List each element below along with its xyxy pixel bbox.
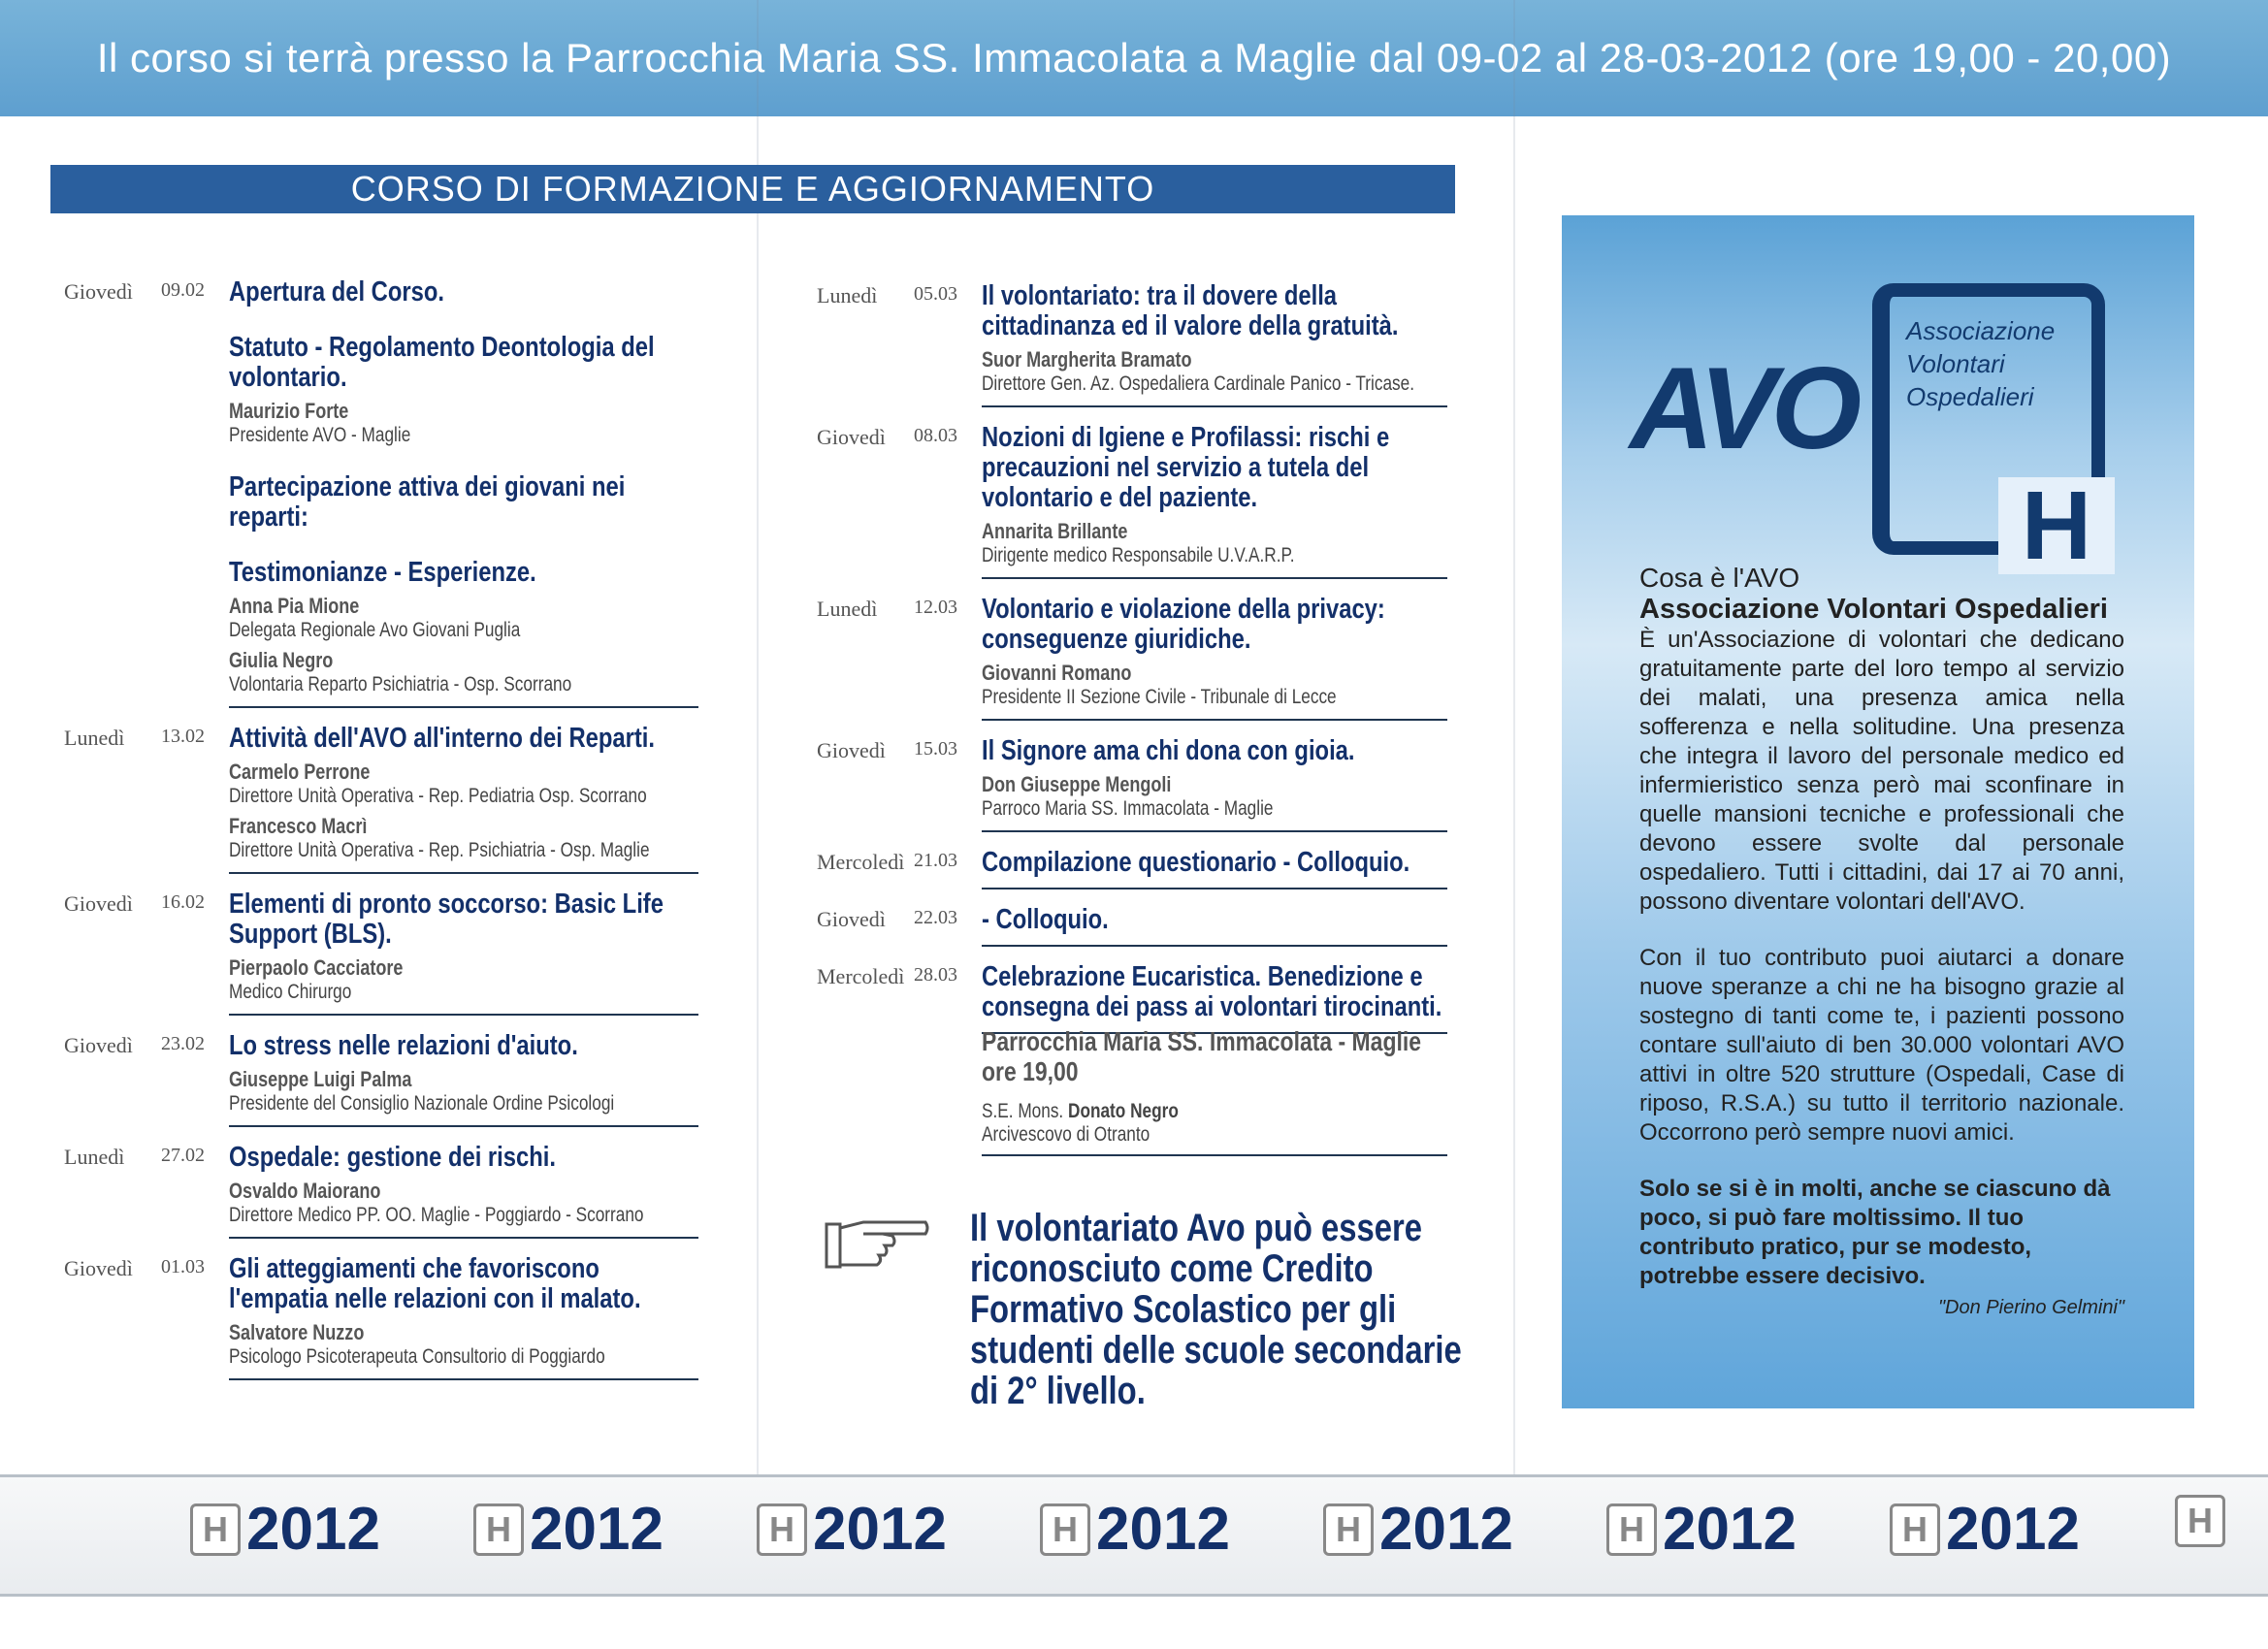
- celebrant-prefix: S.E. Mons.: [982, 1100, 1064, 1122]
- top-banner: [0, 0, 2268, 116]
- section-title-bar: [50, 165, 1455, 213]
- speaker-name: Suor Margherita Bramato: [982, 347, 1192, 372]
- footer-year-item: [1040, 1495, 1230, 1564]
- speaker-role: Dirigente medico Responsabile U.V.A.R.P.: [982, 544, 1295, 566]
- entry-date: 12.03: [914, 597, 957, 618]
- panel-paragraph: È un'Associazione di volontari che dedicano gratuitamente parte del loro tempo al servizio dei malati, una presenza amica nella sofferenza e nella solitudine. Una presenza che integra il lavoro del personale medico ed infermieristico senza però mai sconfinare in quelle mansioni tecniche e professionali che devono essere svolte dal personale ospedaliero. Tutti i cittadini, dai 17 ai 70 anni, possono diventare volontari dell'AVO.: [1639, 627, 2124, 915]
- speaker-name: Giuseppe Luigi Palma: [229, 1067, 412, 1091]
- entry-date: 13.02: [161, 726, 205, 747]
- footer-strip: [0, 1474, 2268, 1597]
- entry-topic: - Colloquio.: [982, 904, 1109, 935]
- entry-day: Lunedì: [817, 597, 878, 621]
- speaker-role: Presidente del Consiglio Nazionale Ordine Psicologi: [229, 1092, 615, 1115]
- logo-avo-text: AVO: [1630, 343, 1857, 473]
- entry-date: 21.03: [914, 850, 957, 871]
- schedule-entry: [64, 1030, 698, 1127]
- schedule-entry: [817, 847, 1447, 889]
- footer-year: 2012: [246, 1496, 380, 1563]
- hospital-h-icon: H: [473, 1504, 524, 1556]
- entry-topic: Il Signore ama chi dona con gioia.: [982, 735, 1355, 766]
- pointing-hand-icon: [825, 1211, 931, 1277]
- hospital-h-icon: H: [1323, 1504, 1374, 1556]
- entry-day: Giovedì: [64, 1256, 133, 1280]
- hospital-h-icon: H: [190, 1504, 241, 1556]
- panel-appeal: Solo se si è in molti, anche se ciascuno dà poco, si può fare moltissimo. Il tuo contributo pratico, pur se modesto, potrebbe essere decisivo.: [1639, 1176, 2111, 1289]
- panel-subheading: Associazione Volontari Ospedalieri: [1639, 594, 2108, 625]
- speaker-name: Giulia Negro: [229, 648, 334, 672]
- entry-topic: Lo stress nelle relazioni d'aiuto.: [229, 1030, 578, 1061]
- entry-date: 16.02: [161, 891, 205, 913]
- panel-heading: Cosa è l'AVO: [1639, 563, 1800, 593]
- entry-day: Giovedì: [817, 738, 886, 762]
- speaker-name: Don Giuseppe Mengoli: [982, 772, 1172, 796]
- entry-topic: Nozioni di Igiene e Profilassi: rischi e precauzioni nel servizio a tutela del volontario e del paziente.: [982, 422, 1390, 513]
- entry-date: 01.03: [161, 1256, 205, 1277]
- right-schedule-column: [817, 280, 1447, 1050]
- logo-association-lines: [1906, 314, 2055, 413]
- speaker-role: Direttore Unità Operativa - Rep. Pediatria Osp. Scorrano: [229, 785, 647, 807]
- credit-block: [970, 1208, 1474, 1411]
- celebrant: [982, 1100, 1447, 1123]
- schedule-entry: [229, 472, 698, 542]
- speaker-role: Volontaria Reparto Psichiatria - Osp. Scorrano: [229, 673, 572, 695]
- schedule-entry: [229, 333, 698, 457]
- entry-topic: Volontario e violazione della privacy: conseguenze giuridiche.: [982, 594, 1385, 655]
- speaker-name: Maurizio Forte: [229, 399, 349, 423]
- fold-line: [757, 0, 759, 1591]
- entry-topic: Celebrazione Eucaristica. Benedizione e consegna dei pass ai volontari tirocinanti.: [982, 961, 1442, 1022]
- schedule-entry: [817, 735, 1447, 832]
- speaker-role: Parroco Maria SS. Immacolata - Maglie: [982, 797, 1274, 820]
- schedule-entry: [64, 723, 698, 874]
- entry-topic: Ospedale: gestione dei rischi.: [229, 1142, 556, 1173]
- entry-day: Giovedì: [817, 907, 886, 931]
- schedule-entry: [817, 904, 1447, 947]
- logo-line: Ospedalieri: [1906, 382, 2034, 411]
- entry-topic: Il volontariato: tra il dovere della cittadinanza ed il valore della gratuità.: [982, 280, 1399, 341]
- speaker-name: Anna Pia Mione: [229, 594, 360, 618]
- closing-place: Parrocchia Maria SS. Immacolata - Maglie: [982, 1026, 1422, 1056]
- fold-line: [1513, 0, 1515, 1591]
- entry-day: Giovedì: [64, 891, 133, 916]
- section-title: CORSO DI FORMAZIONE E AGGIORNAMENTO: [350, 169, 1155, 209]
- entry-topic: Statuto - Regolamento Deontologia del volontario.: [229, 332, 655, 393]
- schedule-entry: [64, 1253, 698, 1380]
- entry-date: 08.03: [914, 425, 957, 446]
- entry-topic: Partecipazione attiva dei giovani nei reparti:: [229, 471, 626, 533]
- footer-year: 2012: [1379, 1496, 1513, 1563]
- speaker-role: Direttore Gen. Az. Ospedaliera Cardinale Panico - Tricase.: [982, 372, 1415, 395]
- banner-text: Il corso si terrà presso la Parrocchia Maria SS. Immacolata a Maglie dal 09-02 al 28-03-2012 (ore 19,00 - 20,00): [96, 35, 2172, 81]
- schedule-entry: [817, 594, 1447, 721]
- speaker-name: Annarita Brillante: [982, 519, 1128, 543]
- entry-day: Lunedì: [64, 726, 125, 750]
- schedule-entry: [817, 961, 1447, 1034]
- entry-topic: Attività dell'AVO all'interno dei Reparti.: [229, 723, 655, 754]
- entry-date: 23.02: [161, 1033, 205, 1054]
- celebrant-role: Arcivescovo di Otranto: [982, 1123, 1150, 1146]
- footer-year: 2012: [1096, 1496, 1230, 1563]
- entry-topic: Apertura del Corso.: [229, 276, 444, 307]
- footer-year: 2012: [813, 1496, 947, 1563]
- avo-info-panel: [1562, 215, 2194, 1408]
- speaker-role: Psicologo Psicoterapeuta Consultorio di Poggiardo: [229, 1345, 605, 1368]
- entry-topic: Testimonianze - Esperienze.: [229, 557, 536, 588]
- entry-topic: Compilazione questionario - Colloquio.: [982, 847, 1410, 878]
- entry-date: 22.03: [914, 907, 957, 928]
- entry-day: Giovedì: [64, 1033, 133, 1057]
- footer-year-item: [1606, 1495, 1797, 1564]
- logo-line: Volontari: [1906, 349, 2005, 378]
- footer-year-item: [757, 1495, 947, 1564]
- footer-year-item: [1890, 1495, 2080, 1564]
- closing-details: [982, 1026, 1447, 1156]
- schedule-entry: [64, 1142, 698, 1239]
- schedule-entry: [229, 558, 698, 708]
- schedule-entry: [817, 280, 1447, 407]
- hospital-h-icon: H: [1998, 477, 2115, 574]
- speaker-name: Giovanni Romano: [982, 661, 1132, 685]
- entry-date: 15.03: [914, 738, 957, 760]
- speaker-role: Presidente II Sezione Civile - Tribunale di Lecce: [982, 686, 1337, 708]
- panel-quote: "Don Pierino Gelmini": [1937, 1297, 2124, 1318]
- speaker-role: Direttore Medico PP. OO. Maglie - Poggiardo - Scorrano: [229, 1204, 644, 1226]
- entry-date: 09.02: [161, 279, 205, 301]
- speaker-name: Francesco Macrì: [229, 814, 368, 838]
- hospital-h-icon: H: [1040, 1504, 1090, 1556]
- logo-line: Associazione: [1906, 316, 2056, 345]
- footer-year-item: [2175, 1495, 2231, 1547]
- hospital-h-icon: H: [1890, 1504, 1940, 1556]
- speaker-role: Direttore Unità Operativa - Rep. Psichiatria - Osp. Maglie: [229, 839, 650, 861]
- speaker-role: Medico Chirurgo: [229, 981, 352, 1003]
- entry-topic: Gli atteggiamenti che favoriscono l'empatia nelle relazioni con il malato.: [229, 1253, 641, 1314]
- hospital-h-icon: H: [2175, 1495, 2225, 1547]
- speaker-name: Carmelo Perrone: [229, 760, 371, 784]
- footer-year-item: [190, 1495, 380, 1564]
- entry-day: Lunedì: [817, 283, 878, 307]
- entry-day: Giovedì: [817, 425, 886, 449]
- closing-time: ore 19,00: [982, 1056, 1079, 1086]
- entry-day: Lunedì: [64, 1145, 125, 1169]
- celebrant-name: Donato Negro: [1068, 1100, 1179, 1122]
- schedule-entry: [64, 276, 698, 317]
- speaker-name: Pierpaolo Cacciatore: [229, 955, 404, 980]
- entry-topic: Elementi di pronto soccorso: Basic Life Support (BLS).: [229, 889, 664, 950]
- hospital-h-icon: H: [1606, 1504, 1657, 1556]
- hospital-h-icon: H: [757, 1504, 807, 1556]
- footer-year-item: [473, 1495, 664, 1564]
- panel-body: [1639, 563, 2124, 1319]
- schedule-entry: [817, 422, 1447, 579]
- schedule-entry: [64, 889, 698, 1016]
- entry-date: 05.03: [914, 283, 957, 305]
- footer-year: 2012: [1946, 1496, 2080, 1563]
- speaker-role: Presidente AVO - Maglie: [229, 424, 411, 446]
- speaker-role: Delegata Regionale Avo Giovani Puglia: [229, 619, 521, 641]
- footer-year-item: [1323, 1495, 1513, 1564]
- entry-date: 28.03: [914, 964, 957, 986]
- credit-text: Il volontariato Avo può essere riconosciuto come Credito Formativo Scolastico per gli studenti delle scuole secondarie di 2° livello.: [970, 1207, 1462, 1412]
- entry-day: Giovedì: [64, 279, 133, 304]
- speaker-name: Osvaldo Maiorano: [229, 1179, 381, 1203]
- speaker-name: Salvatore Nuzzo: [229, 1320, 365, 1344]
- panel-paragraph: Con il tuo contributo puoi aiutarci a donare nuove speranze a chi ne ha bisogno grazie al sostegno di tanti come te, i pazienti possono contare sull'aiuto di ben 30.000 volontari AVO attivi in oltre 520 strutture (Ospedali, Case di riposo, R.S.A.) su tutto il territorio nazionale. Occorrono però sempre nuovi amici.: [1639, 945, 2124, 1146]
- left-schedule-column: [64, 276, 698, 1396]
- footer-year: 2012: [530, 1496, 664, 1563]
- entry-day: Mercoledì: [817, 850, 905, 874]
- entry-day: Mercoledì: [817, 964, 905, 988]
- footer-year: 2012: [1663, 1496, 1797, 1563]
- entry-date: 27.02: [161, 1145, 205, 1166]
